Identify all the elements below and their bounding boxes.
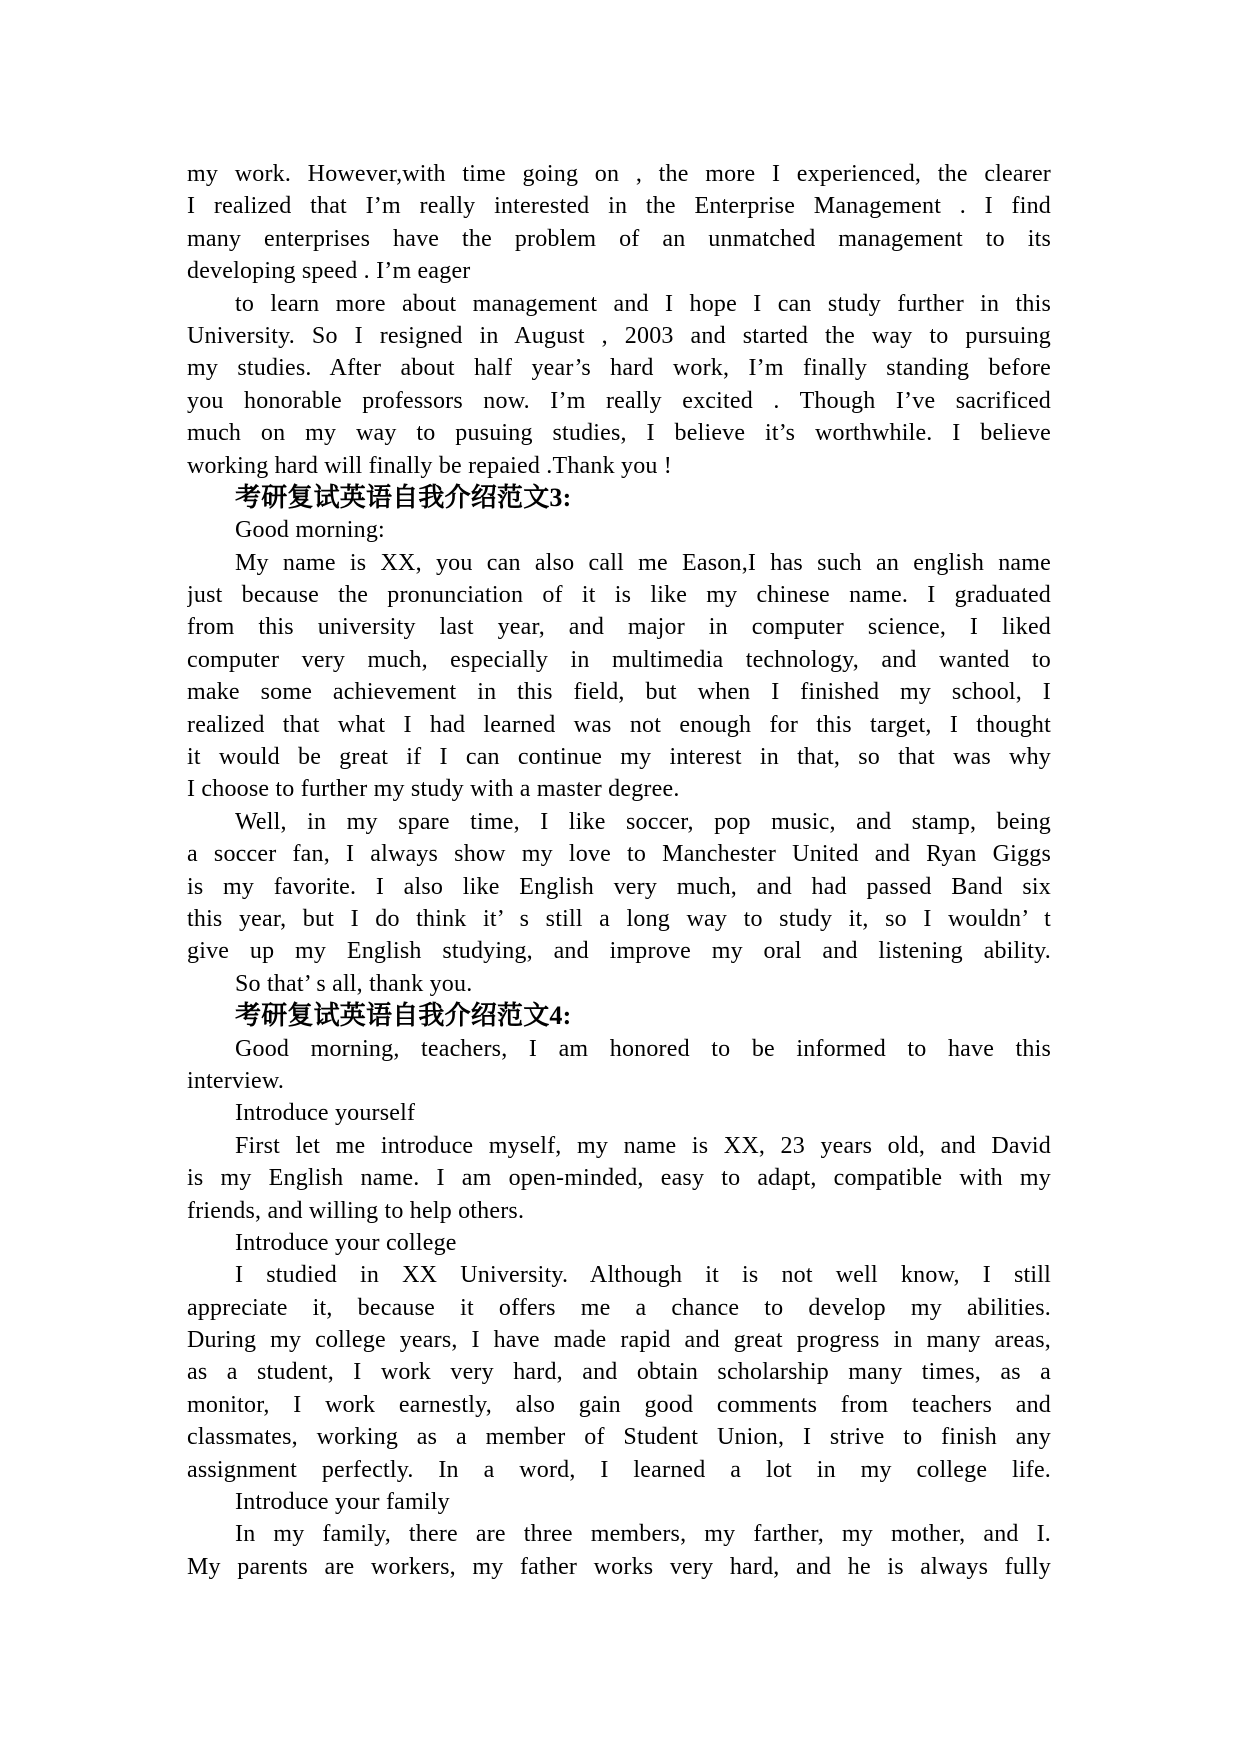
- section-heading: 考研复试英语自我介绍范文4:: [235, 1001, 572, 1031]
- text-line: my studies. After about half year’s hard work, I’m finally standing before: [187, 355, 1051, 382]
- text-line: is my English name. I am open-minded, easy to adapt, compatible with my: [187, 1165, 1051, 1192]
- text-line: I studied in XX University. Although it is not well know, I still: [235, 1262, 1051, 1289]
- text-line: give up my English studying, and improve my oral and listening ability.: [187, 938, 1051, 965]
- text-line: Introduce your college: [235, 1229, 457, 1256]
- text-line: Introduce your family: [235, 1489, 450, 1516]
- text-line: a soccer fan, I always show my love to Manchester United and Ryan Giggs: [187, 841, 1051, 868]
- text-line: developing speed . I’m eager: [187, 258, 471, 285]
- text-line: First let me introduce myself, my name is XX, 23 years old, and David: [235, 1132, 1051, 1159]
- text-line: this year, but I do think it’ s still a long way to study it, so I wouldn’ t: [187, 905, 1051, 932]
- text-line: it would be great if I can continue my interest in that, so that was why: [187, 744, 1051, 771]
- text-line: appreciate it, because it offers me a chance to develop my abilities.: [187, 1294, 1051, 1321]
- text-line: is my favorite. I also like English very much, and had passed Band six: [187, 873, 1051, 900]
- text-line: Good morning:: [235, 517, 385, 544]
- text-line: In my family, there are three members, my farther, my mother, and I.: [235, 1521, 1051, 1548]
- text-line: to learn more about management and I hope I can study further in this: [235, 290, 1051, 317]
- text-line: Good morning, teachers, I am honored to be informed to have this: [235, 1035, 1051, 1062]
- text-line: My parents are workers, my father works very hard, and he is always fully: [187, 1553, 1051, 1580]
- text-line: many enterprises have the problem of an unmatched management to its: [187, 225, 1051, 252]
- text-line: I choose to further my study with a master degree.: [187, 776, 680, 803]
- text-line: interview.: [187, 1067, 285, 1094]
- text-line: I realized that I’m really interested in the Enterprise Management . I find: [187, 193, 1051, 220]
- text-line: classmates, working as a member of Student Union, I strive to finish any: [187, 1424, 1051, 1451]
- text-line: you honorable professors now. I’m really excited . Though I’ve sacrificed: [187, 387, 1051, 414]
- text-line: Introduce yourself: [235, 1100, 416, 1127]
- document-text: [187, 158, 1051, 1583]
- text-line: During my college years, I have made rapid and great progress in many areas,: [187, 1327, 1051, 1354]
- text-line: So that’ s all, thank you.: [235, 970, 473, 997]
- text-line: just because the pronunciation of it is like my chinese name. I graduated: [187, 582, 1051, 609]
- text-line: make some achievement in this field, but when I finished my school, I: [187, 679, 1051, 706]
- text-line: working hard will finally be repaied .Thank you !: [187, 452, 672, 479]
- text-line: My name is XX, you can also call me Eason,I has such an english name: [235, 549, 1051, 576]
- text-line: from this university last year, and major in computer science, I liked: [187, 614, 1051, 641]
- text-line: monitor, I work earnestly, also gain good comments from teachers and: [187, 1391, 1051, 1418]
- text-line: friends, and willing to help others.: [187, 1197, 525, 1224]
- text-line: Well, in my spare time, I like soccer, pop music, and stamp, being: [235, 808, 1051, 835]
- text-line: my work. However,with time going on , the more I experienced, the clearer: [187, 161, 1051, 187]
- section-heading: 考研复试英语自我介绍范文3:: [235, 482, 572, 512]
- text-line: computer very much, especially in multimedia technology, and wanted to: [187, 646, 1051, 673]
- text-line: much on my way to pusuing studies, I believe it’s worthwhile. I believe: [187, 420, 1051, 447]
- text-line: realized that what I had learned was not enough for this target, I thought: [187, 711, 1051, 738]
- text-line: assignment perfectly. In a word, I learned a lot in my college life.: [187, 1456, 1051, 1483]
- text-line: University. So I resigned in August , 2003 and started the way to pursuing: [187, 322, 1051, 349]
- text-line: as a student, I work very hard, and obtain scholarship many times, as a: [187, 1359, 1051, 1386]
